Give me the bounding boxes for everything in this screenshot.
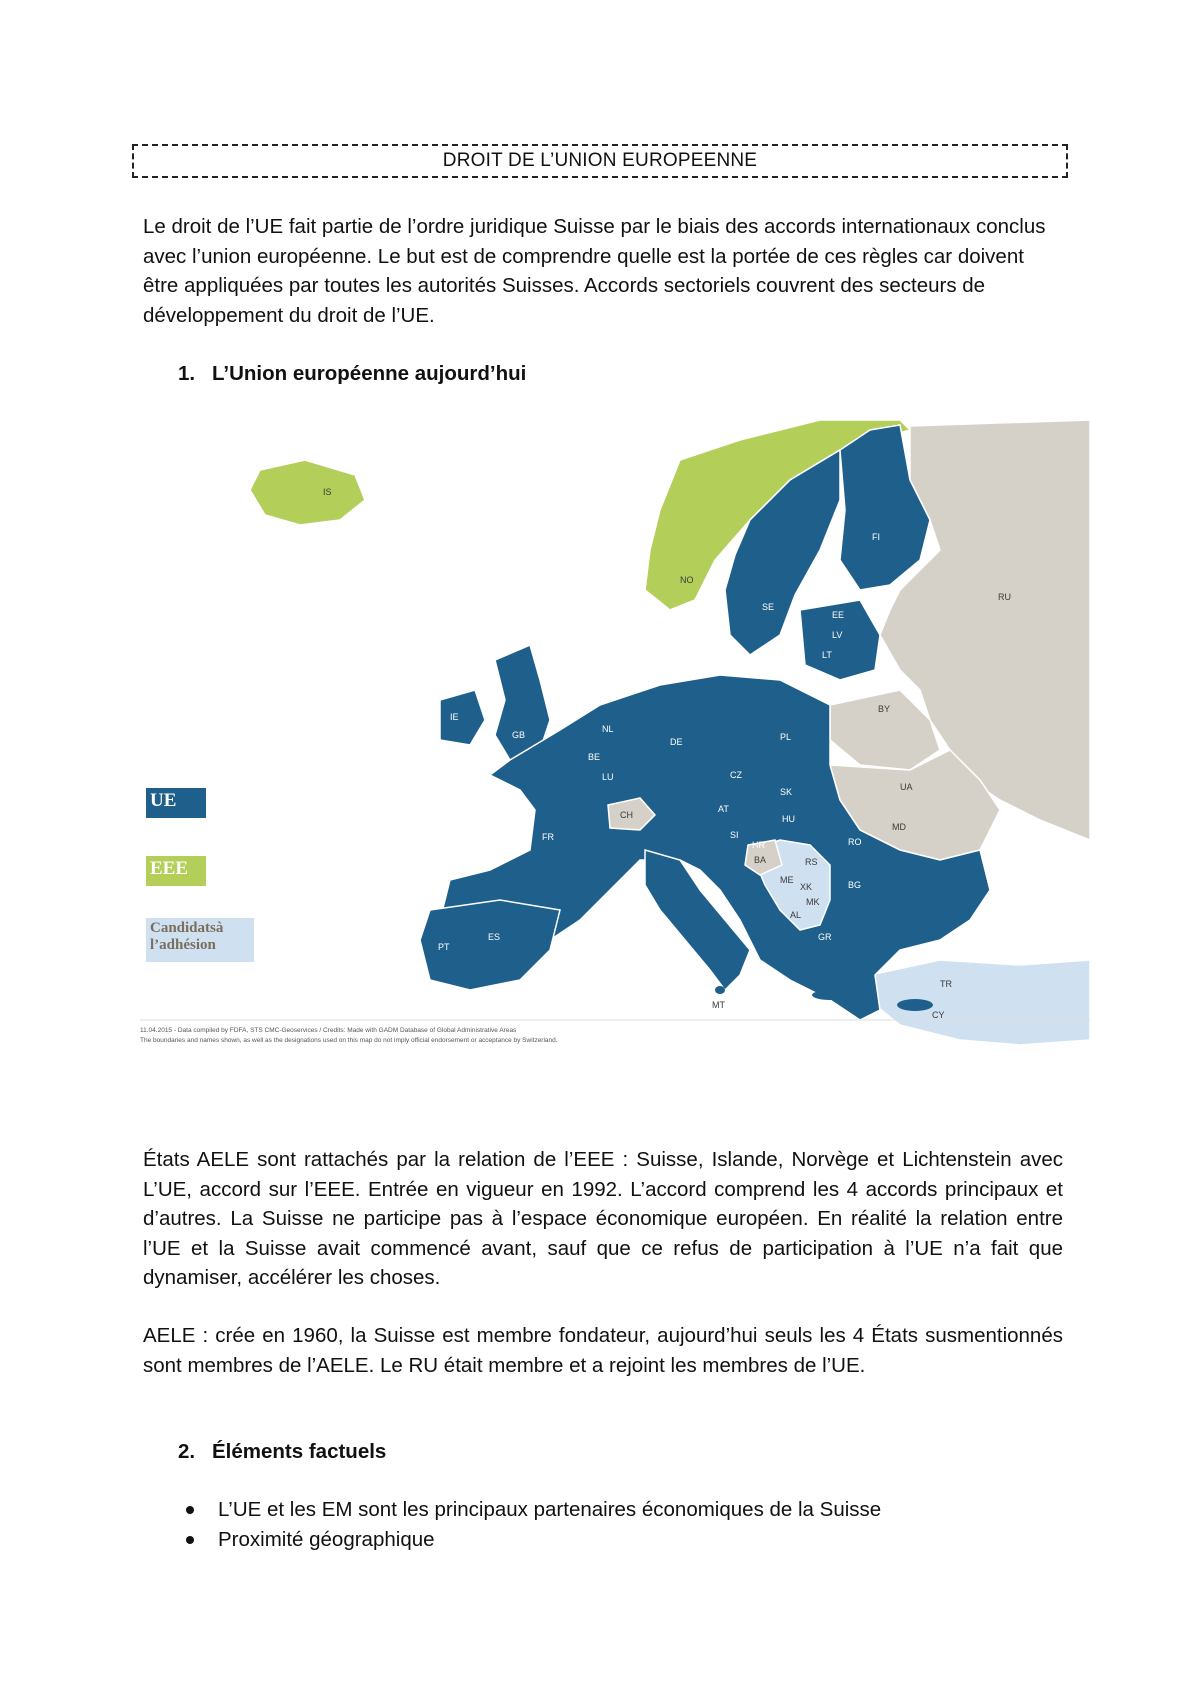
map-label-is: IS xyxy=(323,487,332,497)
map-label-ro: RO xyxy=(848,837,862,847)
section-1-title: L’Union européenne aujourd’hui xyxy=(212,362,527,385)
map-label-dk: DK xyxy=(690,630,703,640)
legend-eee: EEE xyxy=(146,856,206,886)
section-1-heading xyxy=(178,362,526,386)
legend-ue: UE xyxy=(146,788,206,818)
map-label-tr: TR xyxy=(940,979,952,989)
map-label-sk: SK xyxy=(780,787,793,797)
map-label-cy: CY xyxy=(932,1010,945,1020)
europe-map-figure xyxy=(140,420,1090,1112)
map-label-it: IT xyxy=(712,895,720,905)
map-label-ee: EE xyxy=(832,610,845,620)
map-label-cz: CZ xyxy=(730,770,742,780)
map-label-me: ME xyxy=(780,875,794,885)
bullet-icon xyxy=(186,1506,194,1514)
map-label-nl: NL xyxy=(602,724,614,734)
paragraph-aele: AELE : crée en 1960, la Suisse est membre fondateur, aujourd’hui seuls les 4 États susmentionnés sont membres de l’AELE. Le RU était membre et a rejoint les membres de l’UE. xyxy=(143,1324,1063,1377)
map-label-lv: LV xyxy=(832,630,843,640)
map-region-crete xyxy=(812,990,848,1000)
map-label-al: AL xyxy=(790,910,802,920)
map-label-pl: PL xyxy=(780,732,792,742)
legend-candidates xyxy=(146,918,254,962)
map-label-bg: BG xyxy=(848,880,862,890)
map-region-mt xyxy=(715,986,725,994)
map-label-at: AT xyxy=(718,804,729,814)
section-1-number: 1. xyxy=(178,362,196,385)
map-label-xk: XK xyxy=(800,882,813,892)
map-source-line-2: The boundaries and names shown, as well as the designations used on this map do not imply official endorsement or acceptance by Switzerland. xyxy=(140,1037,558,1044)
factual-bullet-list xyxy=(186,1495,881,1555)
map-label-hr: HR xyxy=(752,840,765,850)
map-label-es: ES xyxy=(488,932,501,942)
paragraph-aele-eee: États AELE sont rattachés par la relation de l’EEE : Suisse, Islande, Norvège et Lichtenstein avec L’UE, accord sur l’EEE. Entrée en vigueur en 1992. L’accord comprend les 4 accords principaux et d’autres. La Suisse ne participe pas à l’espace économique européen. En réalité la relation entre l’UE et la Suisse avait commencé avant, sauf que ce refus de participation à l’UE n’a fait que dynamiser, accélérer les choses. xyxy=(143,1148,1063,1289)
list-item-text: L’UE et les EM sont les principaux partenaires économiques de la Suisse xyxy=(218,1498,882,1521)
legend-candidates-line-1: Candidatsà xyxy=(150,920,224,936)
section-2-title: Éléments factuels xyxy=(212,1440,387,1463)
map-label-ba: BA xyxy=(754,855,767,865)
map-label-gr: GR xyxy=(818,932,832,942)
map-label-by: BY xyxy=(878,704,891,714)
bullet-icon xyxy=(186,1536,194,1544)
map-label-se: SE xyxy=(762,602,775,612)
map-label-ch: CH xyxy=(620,810,633,820)
map-label-pt: PT xyxy=(438,942,450,952)
map-region-is xyxy=(250,460,365,525)
map-label-lt: LT xyxy=(822,650,832,660)
map-label-gb: GB xyxy=(512,730,526,740)
map-label-fi: FI xyxy=(872,532,880,542)
intro-paragraph: Le droit de l’UE fait partie de l’ordre juridique Suisse par le biais des accords internationaux conclus avec l’union européenne. Le but est de comprendre quelle est la portée de ces règles car doivent être appliquées par toutes les autorités Suisses. Accords sectoriels couvrent des secteurs de développement du droit de l’UE. xyxy=(143,215,1046,327)
map-source-line-1: 11.04.2015 - Data compiled by FDFA, STS CMC-Geoservices / Credits: Made with GADM Database of Global Administrative Areas xyxy=(140,1027,517,1034)
map-label-ie: IE xyxy=(450,712,459,722)
section-2-heading xyxy=(178,1440,386,1464)
list-item-text: Proximité géographique xyxy=(218,1528,435,1551)
map-label-lu: LU xyxy=(602,772,614,782)
map-label-no: NO xyxy=(680,575,694,585)
list-item xyxy=(186,1495,881,1525)
map-label-de: DE xyxy=(670,737,683,747)
map-region-ie xyxy=(440,690,485,745)
europe-map xyxy=(140,420,1090,1112)
map-label-ua: UA xyxy=(900,782,913,792)
map-label-rs: RS xyxy=(805,857,818,867)
map-label-mt: MT xyxy=(712,1000,725,1010)
document-title: DROIT DE L’UNION EUROPEENNE xyxy=(132,144,1068,178)
legend-candidates-line-2: l’adhésion xyxy=(150,937,216,953)
section-2-number: 2. xyxy=(178,1440,196,1463)
map-region-cy xyxy=(897,999,933,1011)
list-item xyxy=(186,1525,881,1555)
map-label-hu: HU xyxy=(782,814,795,824)
map-label-fr: FR xyxy=(542,832,554,842)
map-label-ru: RU xyxy=(998,592,1011,602)
map-label-si: SI xyxy=(730,830,739,840)
map-label-md: MD xyxy=(892,822,906,832)
map-label-be: BE xyxy=(588,752,601,762)
map-label-mk: MK xyxy=(806,897,820,907)
